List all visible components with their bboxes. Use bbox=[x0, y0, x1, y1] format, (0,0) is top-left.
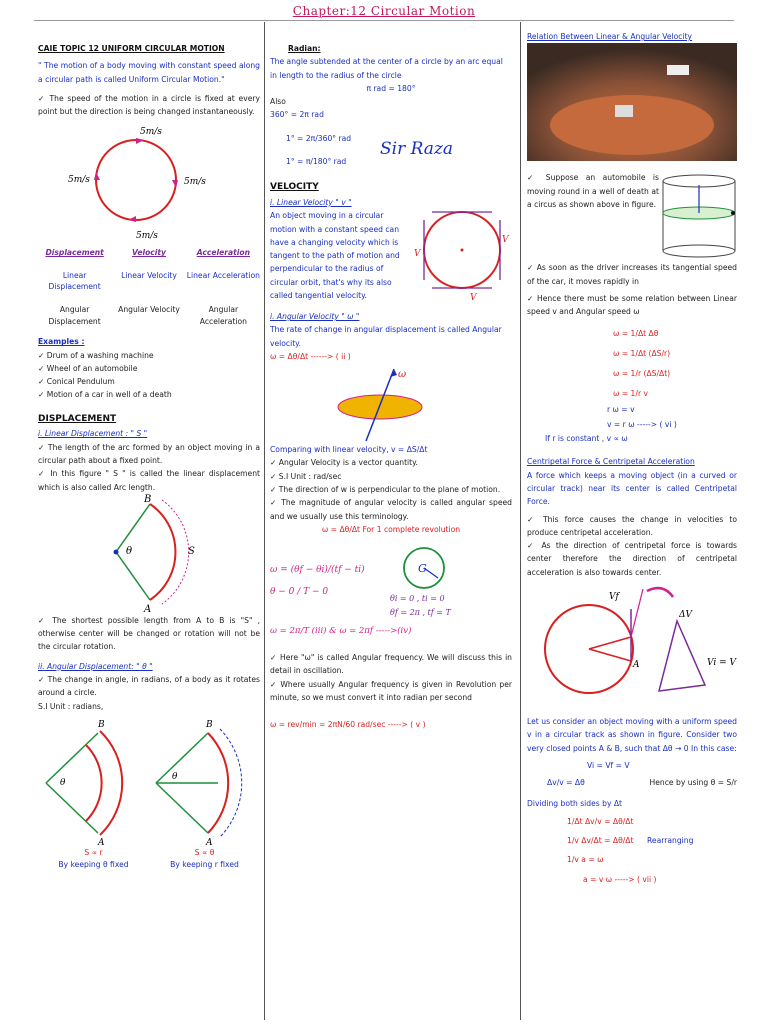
hand-initial: θi = 0 , ti = 0 bbox=[390, 594, 445, 604]
radian-heading: Radian: bbox=[288, 44, 321, 53]
example-item: ✓ Wheel of an automobile bbox=[38, 363, 138, 373]
linear-acceleration: Linear Acceleration bbox=[186, 270, 260, 280]
handwritten-derivation bbox=[270, 544, 512, 620]
derivation-step-5: r ω = v bbox=[607, 405, 635, 415]
angular-displacement: Angular Displacement bbox=[48, 305, 101, 326]
svg-text:V: V bbox=[470, 293, 477, 303]
angular-velocity-disc-diagram bbox=[270, 363, 512, 443]
velocity-equal: Vi = Vf = V bbox=[587, 760, 630, 770]
angular-velocity: Angular Velocity bbox=[118, 305, 180, 315]
hand-eq-3: ω = 2π/T (iii) & ω = 2πf ----->(iv) bbox=[270, 626, 412, 637]
dv-over-v: Δv/v = Δθ bbox=[547, 778, 585, 788]
rpm-eq: ω = rev/min = 2πN/60 rad/sec -----> ( v ) bbox=[270, 720, 426, 730]
definition-quote: " The motion of a body moving with constant speed along a circular path is called Uniform Circular Motion." bbox=[38, 61, 260, 84]
step-1: 1/Δt Δv/v = Δθ/Δt bbox=[567, 816, 634, 826]
hand-eq-1: ω = (θf − θi)/(tf − ti) bbox=[270, 565, 365, 576]
derivation-step-3: ω = 1/r (ΔS/Δt) bbox=[613, 368, 671, 378]
si-unit-note: ✓ S.I Unit : rad/sec bbox=[270, 471, 342, 481]
derivation-step-6: v = r ω -----> ( vi ) bbox=[607, 419, 677, 429]
header-acceleration: Acceleration bbox=[196, 248, 251, 258]
dividing-note: Dividing both sides by Δt bbox=[527, 799, 623, 809]
speed-label-top: 5m/s bbox=[140, 127, 162, 138]
degree-to-radian-eq2: 1° = π/180° rad bbox=[286, 156, 347, 166]
step-3: 1/v a = ω bbox=[567, 855, 604, 865]
keep-theta-fixed: By keeping θ fixed bbox=[58, 859, 129, 869]
svg-text:B: B bbox=[98, 719, 105, 730]
centripetal-heading: Centripetal Force & Centripetal Acceleration bbox=[527, 457, 695, 467]
consider-text: Let us consider an object moving with a uniform speed v in a circular track as shown in figure. Consider two very closed points A & B, such that Δθ → 0 In this case: bbox=[527, 717, 737, 753]
speed-label-left: 5m/s bbox=[68, 175, 90, 186]
column-divider-1 bbox=[264, 22, 265, 1020]
top-rule bbox=[34, 20, 734, 21]
hence-text: ✓ Hence there must be some relation between Linear speed v and Angular speed ω bbox=[527, 293, 737, 317]
s-prop-theta: S ∝ θ bbox=[194, 847, 215, 857]
degree-conversions bbox=[270, 132, 512, 169]
svg-text:V: V bbox=[414, 249, 421, 259]
svg-text:Vi = V: Vi = V bbox=[707, 658, 736, 668]
linear-velocity-text: An object moving in a circular motion with a constant speed can have a changing velocity which is tangent to the path of motion and perpendicular to the radius of circular orbit, that's why its also called tangential velocity. bbox=[270, 211, 400, 300]
proportion-conditions bbox=[38, 859, 260, 871]
linear-velocity-block bbox=[270, 196, 512, 306]
linear-velocity-heading: i. Linear Velocity " v " bbox=[270, 198, 352, 207]
angular-displacement-heading: ii. Angular Displacement: " θ " bbox=[38, 661, 153, 671]
well-of-death-photo bbox=[527, 43, 737, 161]
page-title: Chapter:12 Circular Motion bbox=[292, 4, 476, 18]
hand-eq-2: θ − 0 / T − 0 bbox=[270, 587, 329, 598]
svg-text:S: S bbox=[188, 545, 195, 557]
angular-acceleration: Angular Acceleration bbox=[199, 305, 247, 326]
angle-relation bbox=[527, 776, 737, 789]
svg-text:A: A bbox=[98, 837, 105, 847]
speed-label-bottom: 5m/s bbox=[136, 231, 158, 242]
si-unit: S.I Unit : radians, bbox=[38, 701, 104, 711]
svg-text:B: B bbox=[144, 493, 152, 505]
column-divider-2 bbox=[520, 22, 521, 1020]
svg-text:G: G bbox=[418, 562, 427, 576]
magnitude-note: ✓ The magnitude of angular velocity is called angular speed and we usually use this terminology. bbox=[270, 498, 512, 521]
quantity-headers bbox=[38, 246, 260, 259]
derivation-steps bbox=[527, 324, 737, 403]
angular-velocity-text: The rate of change in angular displacement is called Angular velocity. bbox=[270, 325, 502, 348]
derivation-step-2: ω = 1/Δt (ΔS/r) bbox=[613, 349, 671, 359]
uniform-speed-diagram bbox=[38, 122, 260, 242]
linear-displacement-note: ✓ In this figure " S " is called the linear displacement which is also called Arc length. bbox=[38, 469, 260, 492]
example-item: ✓ Conical Pendulum bbox=[38, 377, 115, 387]
header-displacement: Displacement bbox=[45, 248, 104, 258]
displacement-heading: DISPLACEMENT bbox=[38, 413, 117, 424]
pi-rad-eq: π rad = 180° bbox=[366, 83, 416, 93]
full-circle-eq: 360° = 2π rad bbox=[270, 110, 324, 120]
angular-velocity-heading: i. Angular Velocity " ω " bbox=[270, 312, 360, 321]
svg-text:ω: ω bbox=[398, 369, 407, 381]
linear-velocity: Linear Velocity bbox=[121, 270, 177, 280]
column-3 bbox=[527, 22, 737, 1020]
arc-length-diagram bbox=[38, 494, 260, 614]
example-item: ✓ Motion of a car in well of a death bbox=[38, 390, 172, 400]
svg-text:ΔV: ΔV bbox=[679, 610, 692, 620]
tangential-velocity-diagram bbox=[410, 196, 510, 306]
derivation-step-4: ω = 1/r v bbox=[613, 388, 648, 398]
svg-text:A: A bbox=[633, 660, 640, 670]
centripetal-vector-diagram bbox=[527, 579, 737, 715]
radian-text: The angle subtended at the center of a circle by an arc equal in length to the radius of the circle bbox=[270, 57, 503, 80]
header-velocity: Velocity bbox=[132, 248, 166, 258]
examples-heading: Examples : bbox=[38, 337, 85, 347]
svg-text:V: V bbox=[502, 235, 509, 245]
angular-displacement-text: ✓ The change in angle, in radians, of a body as it rotates around a circle. bbox=[38, 674, 260, 698]
revolution-eq: ω = Δθ/Δt For 1 complete revolution bbox=[321, 524, 461, 534]
author-signature: Sir Raza bbox=[380, 139, 454, 160]
frequency-note: ✓ Here "ω" is called Angular frequency. We will discuss this in detail in oscillation. bbox=[270, 652, 512, 676]
linear-displacement: Linear Displacement bbox=[48, 270, 101, 292]
topic-heading: CAIE TOPIC 12 UNIFORM CIRCULAR MOTION bbox=[38, 44, 225, 53]
column-2 bbox=[270, 22, 512, 1020]
shortest-note: ✓ The shortest possible length from A to B is "S" , otherwise center will be changed or rotation will not be the circular rotation. bbox=[38, 615, 260, 652]
s-prop-r: S ∝ r bbox=[84, 847, 103, 857]
linear-displacement-text: ✓ The length of the arc formed by an object moving in a circular path about a fixed point. bbox=[38, 442, 260, 465]
rearranging-label: Rearranging bbox=[647, 835, 694, 845]
centripetal-definition: A force which keeps a moving object (in a curved or circular track) near its center is called Centripetal Force. bbox=[527, 470, 737, 507]
svg-text:A: A bbox=[144, 603, 152, 614]
vector-note: ✓ Angular Velocity is a vector quantity. bbox=[270, 458, 418, 468]
proportion-notes bbox=[38, 847, 260, 859]
suppose-text: ✓ Suppose an automobile is moving round in a well of death at a circus as shown above in figure. bbox=[527, 173, 659, 209]
proportionality-diagrams bbox=[38, 717, 260, 847]
driver-text: ✓ As soon as the driver increases its tangential speed of the car, it moves rapidly in bbox=[527, 263, 737, 286]
rpm-note: ✓ Where usually Angular frequency is given in Revolution per minute, so we must convert it into radian per second bbox=[270, 679, 512, 702]
svg-text:Vf: Vf bbox=[609, 592, 619, 602]
omega-eq: ω = Δθ/Δt ------> ( ii ) bbox=[270, 351, 351, 361]
well-of-death-block bbox=[527, 171, 737, 261]
centripetal-direction-note: ✓ As the direction of centripetal force is towards center therefore the direction of centripetal acceleration is also towards center. bbox=[527, 541, 737, 577]
also-label: Also bbox=[270, 97, 286, 107]
degree-to-radian-eq: 1° = 2π/360° rad bbox=[286, 133, 352, 143]
revolution-circle-diagram bbox=[390, 544, 512, 592]
hand-final: θf = 2π , tf = T bbox=[390, 608, 451, 618]
example-item: ✓ Drum of a washing machine bbox=[38, 350, 154, 360]
angular-row bbox=[38, 304, 260, 327]
final-eq: a = v ω -----> ( vii ) bbox=[583, 874, 657, 884]
cylinder-diagram bbox=[659, 171, 737, 261]
change-note: ✓ This force causes the change in velocities to produce centripetal acceleration. bbox=[527, 514, 737, 537]
relation-heading: Relation Between Linear & Angular Velocity bbox=[527, 32, 693, 41]
svg-text:θ: θ bbox=[126, 545, 133, 557]
linear-displacement-heading: i. Linear Displacement : " S " bbox=[38, 429, 148, 439]
speed-note: ✓ The speed of the motion in a circle is fixed at every point but the direction is being changed instantaneously. bbox=[38, 93, 260, 117]
speed-label-right: 5m/s bbox=[184, 177, 206, 188]
if-constant-note: If r is constant , v ∝ ω bbox=[545, 434, 628, 444]
compare-eq: Comparing with linear velocity, v = ΔS/Δt bbox=[270, 445, 428, 455]
svg-text:θ: θ bbox=[60, 777, 66, 788]
keep-r-fixed: By keeping r fixed bbox=[170, 859, 239, 869]
derivation-results bbox=[527, 403, 737, 432]
svg-text:A: A bbox=[206, 837, 213, 847]
velocity-heading: VELOCITY bbox=[270, 182, 319, 193]
column-1 bbox=[38, 22, 260, 1020]
derivation-step-1: ω = 1/Δt Δθ bbox=[613, 329, 659, 339]
svg-text:B: B bbox=[206, 719, 213, 730]
hence-using: Hence by using θ = S/r bbox=[649, 778, 737, 788]
linear-row bbox=[38, 270, 260, 293]
step-2-row bbox=[527, 834, 737, 847]
step-2: 1/v Δv/Δt = Δθ/Δt bbox=[567, 835, 634, 845]
svg-text:θ: θ bbox=[172, 771, 178, 782]
direction-note: ✓ The direction of w is perpendicular to the plane of motion. bbox=[270, 484, 501, 494]
